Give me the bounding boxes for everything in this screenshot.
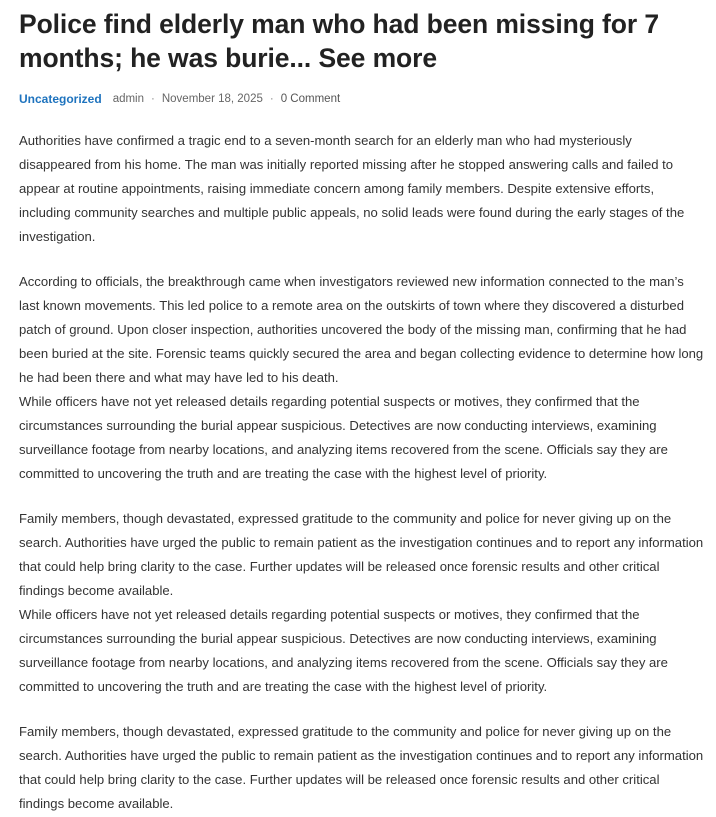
article-paragraph: Authorities have confirmed a tragic end to a seven-month search for an elderly man who had mysteriously disappeared from his home. The man was initially reported missing after he stopped answering calls and failed to appear at routine appointments, raising immediate concern among family members. Despite extensive efforts, including community searches and multiple public appeals, no solid leads were found during the early stages of the investigation. <box>19 133 685 244</box>
article-paragraph: While officers have not yet released details regarding potential suspects or motives, they confirmed that the circumstances surrounding the burial appear suspicious. Detectives are now conducting interviews, examining surveillance footage from nearby locations, and analyzing items recovered from the scene. Officials say they are committed to uncovering the truth and are treating the case with the highest level of priority. <box>19 394 668 481</box>
meta-separator: · <box>151 93 155 105</box>
article-meta <box>19 91 705 107</box>
article-paragraph: While officers have not yet released details regarding potential suspects or motives, they confirmed that the circumstances surrounding the burial appear suspicious. Detectives are now conducting interviews, examining surveillance footage from nearby locations, and analyzing items recovered from the scene. Officials say they are committed to uncovering the truth and are treating the case with the highest level of priority. <box>19 607 668 694</box>
publish-date: November 18, 2025 <box>161 93 263 105</box>
category-link[interactable]: Uncategorized <box>19 92 102 106</box>
article-paragraph: Family members, though devastated, expressed gratitude to the community and police for never giving up on the search. Authorities have urged the public to remain patient as the investigation continues and to report any information that could help bring clarity to the case. Further updates will be released once forensic results and other critical findings become available. <box>19 511 704 598</box>
article-paragraph: Family members, though devastated, expressed gratitude to the community and police for never giving up on the search. Authorities have urged the public to remain patient as the investigation continues and to report any information that could help bring clarity to the case. Further updates will be released once forensic results and other critical findings become available. <box>19 724 704 811</box>
comments-link[interactable]: 0 Comment <box>280 93 341 105</box>
article-paragraph: According to officials, the breakthrough came when investigators reviewed new information connected to the man’s last known movements. This led police to a remote area on the outskirts of town where they discovered a disturbed patch of ground. Upon closer inspection, authorities uncovered the body of the missing man, confirming that he had been buried at the site. Forensic teams quickly secured the area and began collecting evidence to determine how long he had been there and what may have led to his death. <box>19 274 704 385</box>
meta-separator: · <box>269 93 274 105</box>
author-link[interactable]: admin <box>112 93 145 105</box>
article-body <box>19 129 705 816</box>
article <box>19 0 705 816</box>
article-title: Police find elderly man who had been missing for 7 months; he was burie... See more <box>19 9 659 73</box>
